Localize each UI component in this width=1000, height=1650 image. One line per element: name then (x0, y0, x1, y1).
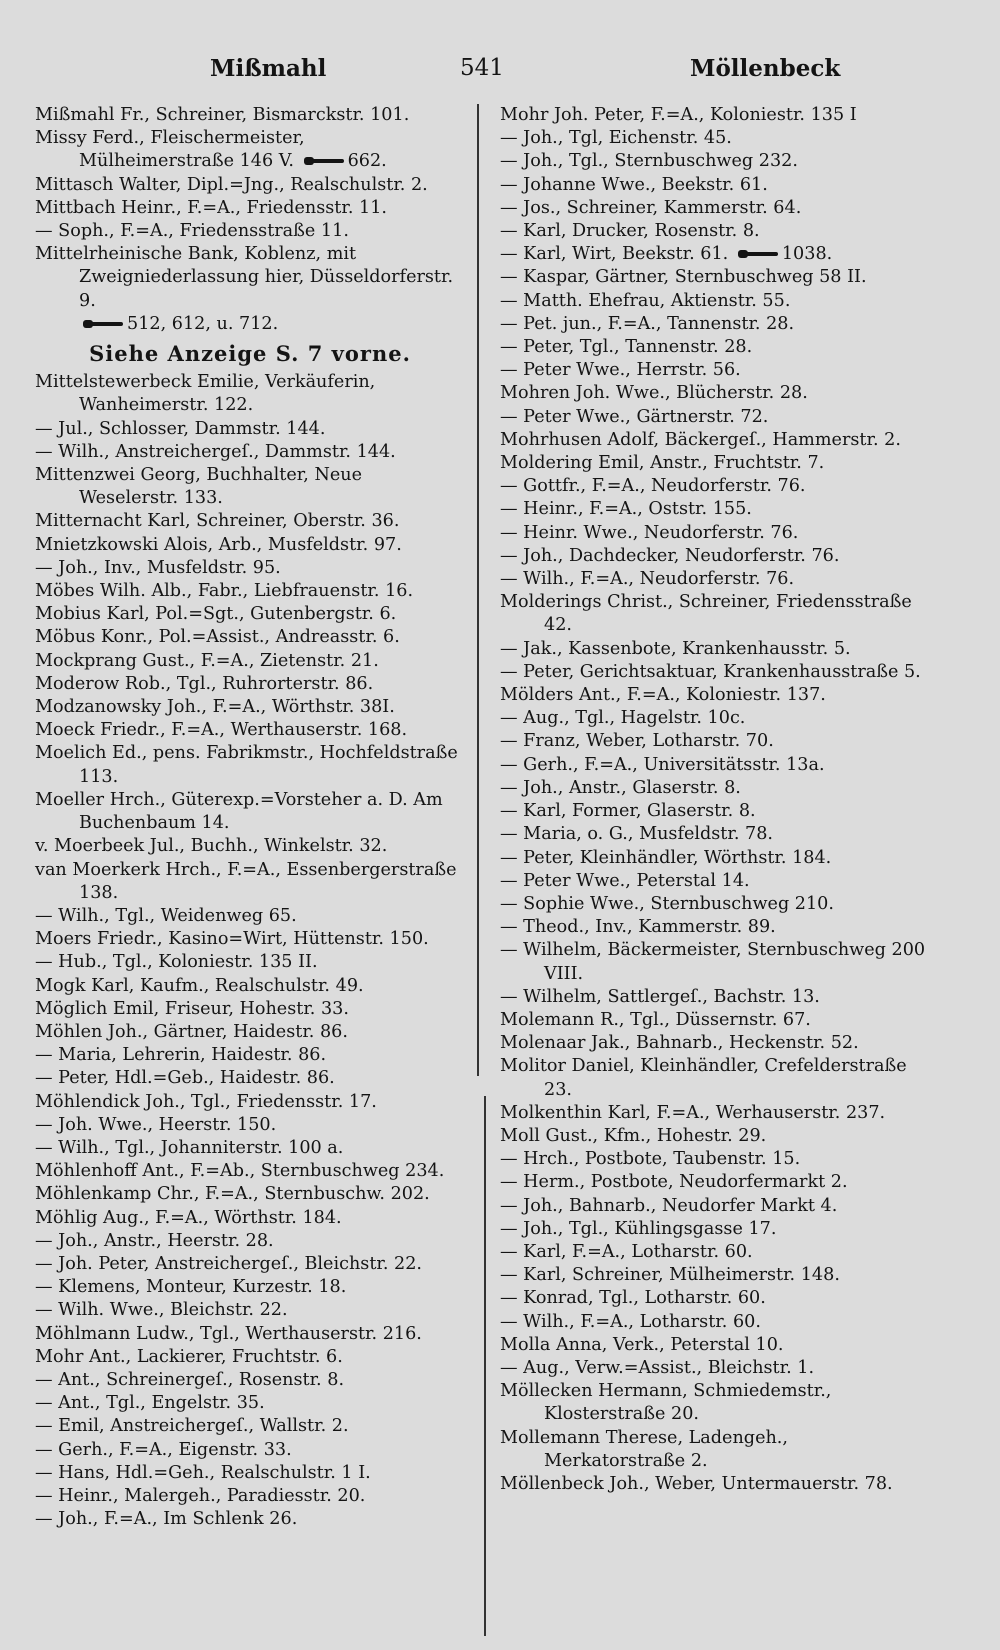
directory-entry (500, 661, 930, 684)
entry-text: — Herm., Postbote, Neudorfermarkt 2. (500, 1172, 848, 1193)
entry-text: — Peter Wwe., Gärtnerstr. 72. (500, 406, 769, 427)
directory-entry (500, 1264, 930, 1287)
entry-text: van Moerkerk Hrch., F.=A., Essenbergerstraße 138. (35, 859, 457, 903)
directory-entry (500, 382, 930, 405)
directory-entry (35, 696, 465, 719)
entry-text: Mohr Ant., Lackierer, Fruchtstr. 6. (35, 1346, 343, 1367)
directory-entry (500, 730, 930, 753)
directory-entry (35, 742, 465, 788)
entry-text: — Franz, Weber, Lotharstr. 70. (500, 731, 774, 752)
directory-entry (500, 1148, 930, 1171)
entry-text: Möglich Emil, Friseur, Hohestr. 33. (35, 998, 349, 1019)
entry-text: Mockprang Gust., F.=A., Zietenstr. 21. (35, 650, 379, 671)
entry-text: Mohrhusen Adolf, Bäckergeſ., Hammerstr. 2. (500, 429, 901, 450)
directory-entry (35, 220, 465, 243)
directory-entry (500, 498, 930, 521)
entry-text: Möhlen Joh., Gärtner, Haidestr. 86. (35, 1021, 348, 1042)
directory-entry (35, 1230, 465, 1253)
phone-number: 1038. (781, 244, 833, 265)
directory-entry (35, 928, 465, 951)
directory-entry (500, 243, 930, 266)
entry-text: Moeller Hrch., Güterexp.=Vorsteher a. D. Am Buchenbaum 14. (35, 789, 443, 834)
entry-text: — Joh., Anstr., Heerstr. 28. (35, 1230, 274, 1251)
entry-text: — Maria, o. G., Musfeldstr. 78. (500, 824, 774, 845)
directory-entry (500, 986, 930, 1009)
entry-text: Mölders Ant., F.=A., Koloniestr. 137. (500, 685, 826, 706)
entry-text: — Aug., Tgl., Hagelstr. 10c. (500, 708, 746, 729)
directory-entry (500, 220, 930, 243)
entry-text: — Wilh., Tgl., Johanniterstr. 100 a. (35, 1137, 344, 1158)
column-divider-top (477, 104, 479, 1076)
directory-entry (35, 1462, 465, 1485)
directory-entry (500, 800, 930, 823)
entry-text: Mnietzkowski Alois, Arb., Musfeldstr. 97. (35, 534, 402, 555)
left-column (35, 104, 465, 1531)
telephone-icon (738, 248, 778, 260)
entry-text: — Joh., Bahnarb., Neudorfer Markt 4. (500, 1195, 838, 1216)
header-left-keyword: Mißmahl (210, 55, 327, 82)
entry-text: — Karl, Wirt, Beekstr. 61. (500, 244, 729, 265)
entry-text: Mobius Karl, Pol.=Sgt., Gutenbergstr. 6. (35, 604, 397, 625)
entry-text: — Jos., Schreiner, Kammerstr. 64. (500, 197, 802, 218)
entry-text: Molderings Christ., Schreiner, Friedensstraße 42. (500, 592, 912, 636)
directory-entry (500, 1357, 930, 1380)
entry-text: Möhlenkamp Chr., F.=A., Sternbuschw. 202. (35, 1184, 430, 1205)
entry-text: — Wilh., Anstreichergeſ., Dammstr. 144. (35, 441, 396, 462)
entry-text: — Soph., F.=A., Friedensstraße 11. (35, 221, 349, 242)
directory-entry (500, 406, 930, 429)
directory-entry (35, 603, 465, 626)
directory-entry (35, 1114, 465, 1137)
directory-entry (500, 174, 930, 197)
header-right-keyword: Möllenbeck (690, 55, 841, 82)
directory-entry (35, 1276, 465, 1299)
entry-text: Möhlmann Ludw., Tgl., Werthauserstr. 216. (35, 1323, 422, 1344)
directory-entry (500, 452, 930, 475)
entry-text: — Peter, Kleinhändler, Wörthstr. 184. (500, 847, 832, 868)
directory-entry (500, 847, 930, 870)
directory-entry (500, 1055, 930, 1101)
entry-text: — Pet. jun., F.=A., Tannenstr. 28. (500, 313, 795, 334)
directory-entry (500, 1287, 930, 1310)
directory-entry (500, 1195, 930, 1218)
entry-text: Molemann R., Tgl., Düssernstr. 67. (500, 1009, 811, 1030)
directory-entry (35, 243, 465, 336)
entry-text: Mohren Joh. Wwe., Blücherstr. 28. (500, 383, 808, 404)
column-divider-bottom (484, 1096, 486, 1636)
entry-text: Möbus Konr., Pol.=Assist., Andreasstr. 6. (35, 627, 400, 648)
directory-entry (500, 1380, 930, 1426)
entry-text: Mohr Joh. Peter, F.=A., Koloniestr. 135 I (500, 105, 857, 125)
directory-entry (500, 150, 930, 173)
directory-entry (35, 1369, 465, 1392)
directory-entry (500, 870, 930, 893)
directory-entry (500, 754, 930, 777)
directory-entry (500, 1009, 930, 1032)
directory-entry (35, 835, 465, 858)
entry-text: — Hans, Hdl.=Geh., Realschulstr. 1 I. (35, 1462, 371, 1483)
entry-text: — Ant., Tgl., Engelstr. 35. (35, 1393, 265, 1414)
directory-entry (500, 313, 930, 336)
directory-entry (35, 197, 465, 220)
entry-text: — Matth. Ehefrau, Aktienstr. 55. (500, 290, 791, 311)
entry-text: — Joh., Tgl., Kühlingsgasse 17. (500, 1218, 777, 1239)
entry-text: Mittbach Heinr., F.=A., Friedensstr. 11. (35, 197, 387, 218)
directory-entry (35, 1160, 465, 1183)
directory-entry (500, 916, 930, 939)
directory-entry (35, 441, 465, 464)
directory-entry (35, 975, 465, 998)
entry-text: Mißmahl Fr., Schreiner, Bismarckstr. 101. (35, 105, 410, 125)
directory-entry (35, 1485, 465, 1508)
entry-text: — Joh. Peter, Anstreichergeſ., Bleichstr. 22. (35, 1253, 423, 1274)
directory-entry (35, 1253, 465, 1276)
entry-text: — Konrad, Tgl., Lotharstr. 60. (500, 1288, 766, 1309)
directory-entry (35, 510, 465, 533)
entry-text: — Gerh., F.=A., Eigenstr. 33. (35, 1439, 292, 1460)
entry-text: — Wilh., Tgl., Weidenweg 65. (35, 905, 297, 926)
directory-entry (35, 1207, 465, 1230)
entry-text: v. Moerbeek Jul., Buchh., Winkelstr. 32. (35, 836, 388, 857)
entry-text: — Joh., F.=A., Im Schlenk 26. (35, 1509, 298, 1530)
entry-text: — Karl, Drucker, Rosenstr. 8. (500, 221, 760, 242)
directory-entry (35, 905, 465, 928)
right-column (500, 104, 930, 1496)
entry-text: Mittelstewerbeck Emilie, Verkäuferin, Wanheimerstr. 122. (35, 372, 376, 416)
directory-entry (35, 650, 465, 673)
entry-text: — Ant., Schreinergeſ., Rosenstr. 8. (35, 1369, 345, 1390)
entry-text: — Wilh., F.=A., Neudorferstr. 76. (500, 569, 795, 590)
directory-entry (35, 1415, 465, 1438)
page-number: 541 (460, 55, 504, 81)
entry-text: — Peter, Tgl., Tannenstr. 28. (500, 337, 753, 358)
entry-text: Möhlig Aug., F.=A., Wörthstr. 184. (35, 1207, 342, 1228)
entry-text: — Wilhelm, Sattlergeſ., Bachstr. 13. (500, 986, 820, 1007)
entry-text: Mittelrheinische Bank, Koblenz, mit Zweigniederlassung hier, Düsseldorferstr. 9. (35, 244, 454, 311)
telephone-icon (304, 155, 344, 167)
entry-text: Modzanowsky Joh., F.=A., Wörthstr. 38I. (35, 697, 395, 718)
directory-entry (500, 1032, 930, 1055)
directory-entry (35, 719, 465, 742)
entry-text: Mogk Karl, Kaufm., Realschulstr. 49. (35, 975, 364, 996)
directory-entry (500, 290, 930, 313)
entry-text: Mitternacht Karl, Schreiner, Oberstr. 36. (35, 511, 400, 532)
entry-text: — Johanne Wwe., Beekstr. 61. (500, 174, 768, 195)
directory-entry (500, 939, 930, 985)
directory-entry (35, 557, 465, 580)
directory-entry (500, 777, 930, 800)
entry-text: — Peter Wwe., Peterstal 14. (500, 870, 750, 891)
directory-entry (35, 1044, 465, 1067)
directory-entry (500, 1427, 930, 1473)
entry-text: — Aug., Verw.=Assist., Bleichstr. 1. (500, 1357, 815, 1378)
entry-text: Mittasch Walter, Dipl.=Jng., Realschulstr. 2. (35, 174, 428, 195)
entry-text: — Gottfr., F.=A., Neudorferstr. 76. (500, 476, 806, 497)
directory-entry (500, 1218, 930, 1241)
directory-entry (500, 266, 930, 289)
directory-entry (35, 998, 465, 1021)
directory-entry (500, 1125, 930, 1148)
phone-number: 662. (347, 151, 387, 172)
directory-entry (35, 371, 465, 417)
entry-text: — Heinr., Malergeh., Paradiesstr. 20. (35, 1485, 366, 1506)
entry-text: — Karl, F.=A., Lotharstr. 60. (500, 1241, 753, 1262)
directory-entry (500, 545, 930, 568)
directory-entry (500, 893, 930, 916)
directory-entry (500, 336, 930, 359)
directory-entry (500, 684, 930, 707)
entry-text: — Jak., Kassenbote, Krankenhausstr. 5. (500, 638, 851, 659)
directory-entry (35, 1021, 465, 1044)
directory-entry (35, 1091, 465, 1114)
entry-text: — Heinr., F.=A., Oststr. 155. (500, 499, 752, 520)
directory-entry (500, 591, 930, 637)
directory-entry (500, 1241, 930, 1264)
directory-entry (35, 1183, 465, 1206)
entry-text: Moll Gust., Kfm., Hohestr. 29. (500, 1125, 767, 1146)
entry-text: — Wilh., F.=A., Lotharstr. 60. (500, 1311, 761, 1332)
entry-text: Mollemann Therese, Ladengeh., Merkatorstraße 2. (500, 1427, 788, 1471)
directory-entry (35, 1392, 465, 1415)
directory-entry (500, 1102, 930, 1125)
directory-entry (35, 127, 465, 173)
entry-text: Moldering Emil, Anstr., Fruchtstr. 7. (500, 453, 825, 474)
entry-text: — Hrch., Postbote, Taubenstr. 15. (500, 1149, 801, 1170)
directory-entry (500, 197, 930, 220)
phone-number: 512, 612, u. 712. (127, 313, 279, 334)
entry-text: Molkenthin Karl, F.=A., Werhauserstr. 237. (500, 1102, 886, 1123)
entry-text: — Maria, Lehrerin, Haidestr. 86. (35, 1045, 327, 1066)
entry-text: — Hub., Tgl., Koloniestr. 135 II. (35, 952, 318, 973)
directory-entry (500, 429, 930, 452)
entry-text: Molenaar Jak., Bahnarb., Heckenstr. 52. (500, 1033, 859, 1054)
entry-text: Moeck Friedr., F.=A., Werthauserstr. 168. (35, 720, 408, 741)
directory-entry (500, 1473, 930, 1496)
entry-text: — Kaspar, Gärtner, Sternbuschweg 58 II. (500, 267, 867, 288)
entry-text: Moers Friedr., Kasino=Wirt, Hüttenstr. 150. (35, 929, 429, 950)
directory-entry (500, 707, 930, 730)
directory-entry (500, 522, 930, 545)
entry-text: Moelich Ed., pens. Fabrikmstr., Hochfeldstraße 113. (35, 743, 458, 787)
entry-text: Möhlenhoff Ant., F.=Ab., Sternbuschweg 234. (35, 1161, 445, 1182)
directory-entry (500, 475, 930, 498)
advertisement-notice (35, 342, 465, 365)
directory-entry (35, 464, 465, 510)
telephone-icon (83, 318, 123, 330)
entry-text: — Peter, Gerichtsaktuar, Krankenhausstraße 5. (500, 661, 921, 682)
entry-text: — Emil, Anstreichergeſ., Wallstr. 2. (35, 1416, 349, 1437)
directory-entry (35, 580, 465, 603)
entry-text: Molitor Daniel, Kleinhändler, Crefelderstraße 23. (500, 1056, 907, 1100)
entry-text: — Sophie Wwe., Sternbuschweg 210. (500, 893, 834, 914)
entry-text: Mittenzwei Georg, Buchhalter, Neue Weselerstr. 133. (35, 465, 362, 509)
entry-text: — Peter, Hdl.=Geb., Haidestr. 86. (35, 1068, 335, 1089)
directory-entry (500, 1334, 930, 1357)
directory-entry (35, 673, 465, 696)
entry-text: Möllenbeck Joh., Weber, Untermauerstr. 78. (500, 1473, 893, 1494)
entry-text: — Karl, Schreiner, Mülheimerstr. 148. (500, 1265, 840, 1286)
entry-text: — Wilhelm, Bäckermeister, Sternbuschweg 200 VIII. (500, 940, 926, 984)
entry-text: Möllecken Hermann, Schmiedemstr., Klosterstraße 20. (500, 1381, 832, 1425)
directory-entry (35, 1299, 465, 1322)
entry-text: Molla Anna, Verk., Peterstal 10. (500, 1334, 784, 1355)
directory-entry (35, 534, 465, 557)
directory-entry (500, 104, 930, 127)
entry-text: — Joh., Anstr., Glaserstr. 8. (500, 777, 741, 798)
directory-entry (500, 1311, 930, 1334)
directory-entry (35, 1137, 465, 1160)
directory-entry (35, 1439, 465, 1462)
entry-text: Siehe Anzeige S. 7 vorne. (89, 341, 411, 367)
entry-text: — Joh., Tgl, Eichenstr. 45. (500, 128, 732, 149)
entry-text: — Gerh., F.=A., Universitätsstr. 13a. (500, 754, 825, 775)
directory-entry (500, 359, 930, 382)
entry-text: — Joh., Inv., Musfeldstr. 95. (35, 557, 281, 578)
entry-text: — Wilh. Wwe., Bleichstr. 22. (35, 1300, 288, 1321)
directory-entry (35, 174, 465, 197)
directory-entry (35, 418, 465, 441)
entry-text: Möbes Wilh. Alb., Fabr., Liebfrauenstr. 16. (35, 581, 414, 602)
entry-text: — Joh., Tgl., Sternbuschweg 232. (500, 151, 798, 172)
directory-entry (35, 951, 465, 974)
entry-text: — Joh. Wwe., Heerstr. 150. (35, 1114, 277, 1135)
directory-entry (35, 1323, 465, 1346)
directory-entry (500, 823, 930, 846)
directory-entry (35, 1508, 465, 1531)
directory-entry (500, 127, 930, 150)
entry-text: — Theod., Inv., Kammerstr. 89. (500, 917, 776, 938)
directory-entry (500, 1171, 930, 1194)
entry-text: — Joh., Dachdecker, Neudorferstr. 76. (500, 545, 840, 566)
directory-entry (500, 568, 930, 591)
entry-text: Moderow Rob., Tgl., Ruhrorterstr. 86. (35, 673, 374, 694)
entry-text: — Klemens, Monteur, Kurzestr. 18. (35, 1277, 347, 1298)
entry-text: Möhlendick Joh., Tgl., Friedensstr. 17. (35, 1091, 377, 1112)
entry-text: — Heinr. Wwe., Neudorferstr. 76. (500, 522, 799, 543)
directory-entry (35, 859, 465, 905)
entry-text: — Peter Wwe., Herrstr. 56. (500, 360, 741, 381)
directory-entry (35, 626, 465, 649)
entry-text: — Karl, Former, Glaserstr. 8. (500, 801, 756, 822)
directory-entry (35, 789, 465, 835)
directory-entry (35, 1346, 465, 1369)
directory-entry (500, 638, 930, 661)
directory-entry (35, 1067, 465, 1090)
entry-text: — Jul., Schlosser, Dammstr. 144. (35, 418, 326, 439)
page-header (30, 55, 960, 95)
entry-text: Missy Ferd., Fleischermeister, Mülheimerstraße 146 V. (35, 128, 305, 172)
directory-entry (35, 104, 465, 127)
